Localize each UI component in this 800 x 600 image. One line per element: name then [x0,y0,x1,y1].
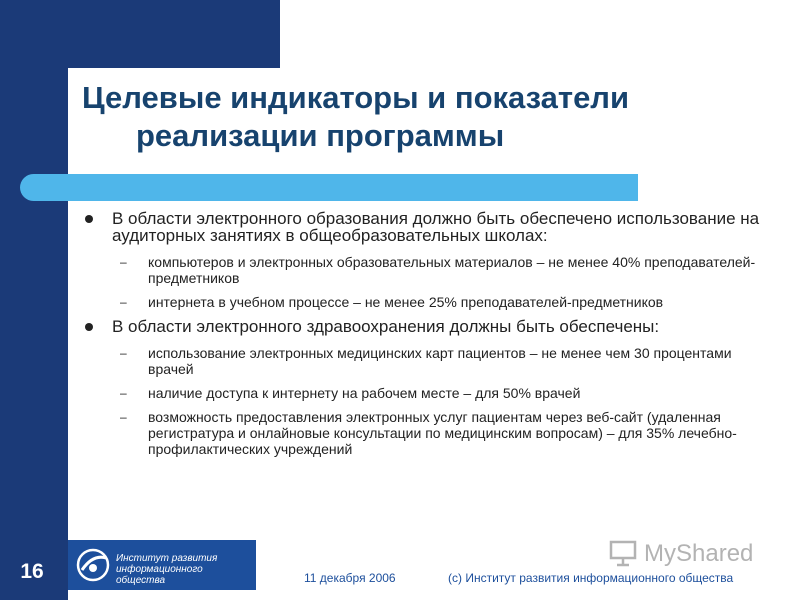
sub-bullet-item [82,385,762,401]
bullet-text: В области электронного здравоохранения должны быть обеспечены: [112,317,660,336]
institute-logo [68,540,256,590]
bullet-text: В области электронного образования должно быть обеспечено использование на аудиторных занятиях в общеобразовательных школах: [112,209,760,245]
bullet-item [82,210,762,244]
bullet-dot-icon [85,215,93,223]
dash-icon: – [120,295,127,309]
institute-logo-icon [76,548,110,582]
sub-bullet-item [82,254,762,286]
slide-content [82,210,762,465]
presentation-board-icon [608,538,638,568]
myshared-watermark [608,538,768,570]
title-accent-bar [20,174,638,201]
sub-bullet-text: использование электронных медицинских карт пациентов – не менее чем 30 процентами врачей [148,345,732,377]
slide-title-line-2: реализации программы [136,118,505,153]
footer-copyright: (c) Институт развития информационного общества [448,571,734,585]
dash-icon: – [120,410,127,424]
dash-icon: – [120,386,127,400]
sub-bullet-text: наличие доступа к интернету на рабочем месте – для 50% врачей [148,385,581,401]
sub-bullet-item [82,294,762,310]
logo-text: Институт развития информационного общества [116,553,218,586]
bullet-item [82,318,762,335]
page-number: 16 [20,560,44,583]
footer-date: 11 декабря 2006 [304,571,396,585]
sub-bullet-text: возможность предоставления электронных услуг пациентам через веб-сайт (удаленная регистратура и онлайновые консультации по медицинским вопросам) – для 35% лечебно-профилактических учреждений [148,409,737,457]
dash-icon: – [120,346,127,360]
sub-bullet-text: компьютеров и электронных образовательных материалов – не менее 40% преподавателей-предметников [148,254,756,286]
sub-bullet-item [82,345,762,377]
watermark-text: MyShared [644,540,754,567]
top-blue-band [0,0,280,68]
sub-bullet-item [82,409,762,457]
bullet-dot-icon [85,323,93,331]
dash-icon: – [120,255,127,269]
slide-title-line-1: Целевые индикаторы и показатели [82,80,630,115]
sub-bullet-text: интернета в учебном процессе – не менее 25% преподавателей-предметников [148,294,664,310]
left-blue-band [0,0,68,600]
